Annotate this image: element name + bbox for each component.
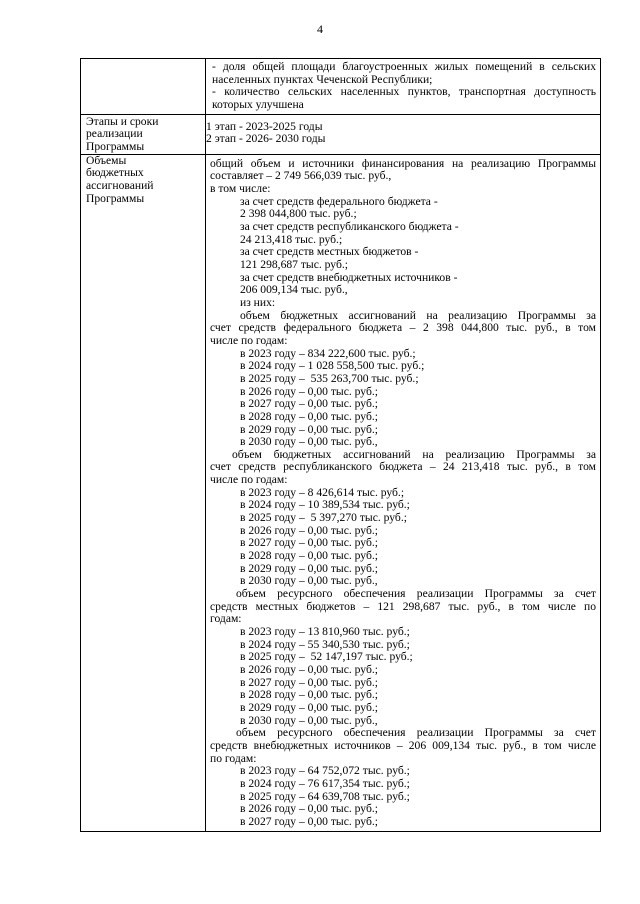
year-line: в 2026 году – 0,00 тыс. руб.; (240, 662, 378, 676)
source-line: за счет средств местных бюджетов - (240, 245, 419, 259)
year-line: в 2030 году – 0,00 тыс. руб., (240, 574, 378, 588)
text-line: населенных пунктах Чеченской Республики; (212, 72, 433, 86)
label-line: бюджетных (86, 166, 144, 180)
label-line: ассигнований (86, 179, 154, 193)
year-line: в 2023 году – 8 426,614 тыс. руб.; (240, 485, 405, 499)
paragraph-line: объем бюджетных ассигнований на реализацию Программы за (232, 447, 596, 461)
year-line: в 2028 году – 0,00 тыс. руб.; (240, 688, 378, 702)
row-content-cell (206, 59, 601, 115)
source-line: за счет средств республиканского бюджета - (240, 220, 459, 234)
year-line: в 2024 году – 76 617,354 тыс. руб.; (240, 776, 410, 790)
year-line: в 2029 году – 0,00 тыс. руб.; (240, 561, 378, 575)
paragraph-line: годам: (210, 612, 242, 626)
label-line: Объемы (86, 153, 127, 167)
stage-line: 1 этап - 2023-2025 годы (206, 119, 323, 133)
year-line: в 2027 году – 0,00 тыс. руб.; (240, 814, 378, 828)
paragraph-line: объем бюджетных ассигнований на реализацию Программы за (240, 308, 596, 322)
year-line: в 2023 году – 13 810,960 тыс. руб.; (240, 625, 410, 639)
year-line: в 2023 году – 64 752,072 тыс. руб.; (240, 764, 410, 778)
page-number: 4 (317, 22, 323, 36)
paragraph-line: счет средств республиканского бюджета – 24 213,418 тыс. руб., в том (210, 460, 596, 474)
stage-line: 2 этап - 2026- 2030 годы (206, 132, 326, 146)
row-content-cell (206, 154, 601, 831)
local-budget-block (210, 588, 596, 727)
year-line: в 2025 году – 535 263,700 тыс. руб.; (240, 371, 419, 385)
year-line: в 2030 году – 0,00 тыс. руб., (240, 435, 378, 449)
year-line: в 2027 году – 0,00 тыс. руб.; (240, 536, 378, 550)
year-line: в 2030 году – 0,00 тыс. руб., (240, 713, 378, 727)
table-row (81, 154, 601, 831)
paragraph-line: объем ресурсного обеспечения реализации Программы за счет (236, 726, 596, 740)
label-line: Программы (86, 140, 145, 154)
source-line: из них: (240, 295, 276, 309)
source-line: за счет средств федерального бюджета - (240, 194, 438, 208)
row-label-cell (81, 114, 206, 154)
year-line: в 2028 году – 0,00 тыс. руб.; (240, 409, 378, 423)
year-line: в 2024 году – 1 028 558,500 тыс. руб.; (240, 359, 425, 373)
year-line: в 2029 году – 0,00 тыс. руб.; (240, 422, 378, 436)
year-line: в 2025 году – 5 397,270 тыс. руб.; (240, 511, 407, 525)
source-line: 2 398 044,800 тыс. руб.; (240, 207, 357, 221)
label-line: реализации (86, 127, 143, 141)
label-line: Программы (86, 191, 145, 205)
paragraph-line: средств внебюджетных источников – 206 009,134 тыс. руб., в том числе (210, 738, 596, 752)
row-label-cell (81, 154, 206, 831)
republican-budget-block (210, 449, 596, 588)
label-line: Этапы и сроки (86, 114, 159, 128)
year-line: в 2028 году – 0,00 тыс. руб.; (240, 549, 378, 563)
year-line: в 2024 году – 10 389,534 тыс. руб.; (240, 498, 410, 512)
paragraph-line: счет средств федерального бюджета – 2 398 044,800 тыс. руб., в том (210, 321, 596, 335)
federal-budget-block (210, 310, 596, 449)
year-line: в 2027 году – 0,00 тыс. руб.; (240, 397, 378, 411)
year-line: в 2026 году – 0,00 тыс. руб.; (240, 384, 378, 398)
source-line: за счет средств внебюджетных источников - (240, 270, 458, 284)
paragraph-line: по годам: (210, 751, 257, 765)
year-line: в 2029 году – 0,00 тыс. руб.; (240, 700, 378, 714)
text-line: составляет – 2 749 566,039 тыс. руб., (210, 169, 392, 183)
year-line: в 2025 году – 52 147,197 тыс. руб.; (240, 650, 413, 664)
text-line: - доля общей площади благоустроенных жилых помещений в сельских (212, 60, 596, 73)
program-passport-table (80, 58, 601, 832)
year-line: в 2024 году – 55 340,530 тыс. руб.; (240, 637, 410, 651)
paragraph-line: объем ресурсного обеспечения реализации Программы за счет (236, 587, 596, 601)
text-line: - количество сельских населенных пунктов, транспортная доступность (212, 85, 596, 99)
row-content-cell (206, 114, 601, 154)
funding-sources (210, 196, 596, 310)
year-line: в 2026 году – 0,00 тыс. руб.; (240, 802, 378, 816)
source-line: 206 009,134 тыс. руб., (240, 283, 348, 297)
text-line: в том числе: (210, 182, 271, 196)
paragraph-line: средств местных бюджетов – 121 298,687 тыс. руб., в том числе по (210, 599, 596, 613)
row-label-cell (81, 59, 206, 115)
text-line: которых улучшена (212, 97, 304, 111)
paragraph-line: числе по годам: (210, 333, 288, 347)
source-line: 121 298,687 тыс. руб.; (240, 257, 348, 271)
year-line: в 2023 году – 834 222,600 тыс. руб.; (240, 346, 416, 360)
year-line: в 2025 году – 64 639,708 тыс. руб.; (240, 789, 410, 803)
text-line: общий объем и источники финансирования на реализацию Программы (210, 156, 596, 170)
table-row (81, 114, 601, 154)
year-line: в 2026 году – 0,00 тыс. руб.; (240, 523, 378, 537)
source-line: 24 213,418 тыс. руб.; (240, 232, 343, 246)
funding-intro (210, 158, 596, 196)
year-line: в 2027 году – 0,00 тыс. руб.; (240, 675, 378, 689)
paragraph-line: числе по годам: (210, 473, 288, 487)
extrabudgetary-block (210, 727, 596, 828)
table-row (81, 59, 601, 115)
